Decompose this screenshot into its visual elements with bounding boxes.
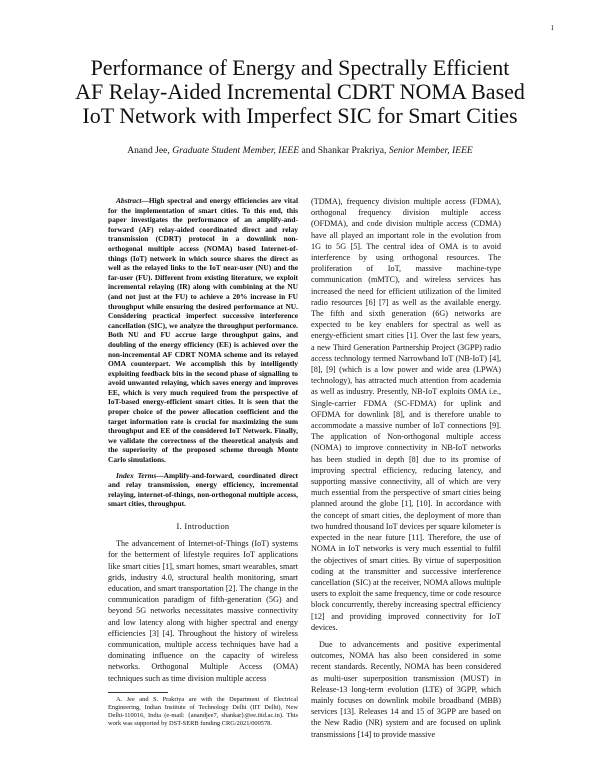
abstract-text: —High spectral and energy efficiencies are vital for the implementation of smart cities. To this end, this paper investigates the performance of an amplify-and-forward (AF) relay-aided coordinated direct and relay transmission (CDRT) protocol in a downlink non-orthogonal multiple access (NOMA) based Internet-of-things (IoT) network in which source shares the direct as well as the relayed links to the IoT near-user (NU) and the far-user (FU). Different from existing literature, we exploit incremental relaying (IR) along with combining at the NU (and not just at the FU) to achieve a 20% increase in FU throughput while ensuring the desired performance at NU. Considering practical imperfect successive interference cancellation (SIC), we analyze the throughput performance. Both NU and FU accrue large throughput gains, and doubling of the energy efficiency (EE) is achieved over the non-incremental AF CDRT NOMA scheme and its relayed OMA counterpart. We accomplish this by intelligently exploiting feedback bits in the second phase of signalling to avoid unwanted relaying, which saves energy and improves EE, which is very much required from the perspective of IoT-based energy-efficient smart cities. It is seen that the proper choice of the power allocation coefficient and the target information rate is crucial for maximizing the sum throughput and EE of the considered IoT Network. Finally, we validate the correctness of the theoretical analysis and the superiority of the proposed scheme through Monte Carlo simulations. (108, 196, 298, 465)
author-line (40, 145, 560, 156)
intro-paragraph-continued: (TDMA), frequency division multiple access (FDMA), orthogonal frequency division multiple access (OFDMA), and code division multiple access (CDMA) have all played an important role in the evolution from 1G to 5G [5]. The central idea of OMA is to avoid interference by using orthogonal resources. The proliferation of IoT, massive machine-type communication (mMTC), and wireless services has increased the need for efficient utilization of the limited radio resources [6] [7] as well as the available energy. The fifth and sixth generation (6G) networks are expected to be key enablers for spectral as well as energy-efficient smart cities [1]. Over the last few years, a new Third Generation Partnership Project (3GPP) radio access technology termed Narrowband IoT (NB-IoT) [4], [8], [9] (which is a low power and wide area (LPWA) technology), has attracted much attention from academia as well as industry. Presently, NB-IoT exploits OMA i.e., Single-carrier FDMA (SC-FDMA) for uplink and OFDMA for downlink [8], and is therefore unable to accommodate a massive number of IoT connections [9]. The application of Non-orthogonal multiple access (NOMA) to improve connectivity in NB-IoT networks has been studied in depth [8] due to its promise of improving spectral efficiency, reducing latency, and supporting massive connectivity, all of which are very much essential from the perspective of smart cities being planned around the globe [1], [10]. In accordance with the concept of smart cities, the deployment of more than two hundred thousand IoT devices per square kilometer is expected in the near future [11]. Therefore, the use of NOMA in IoT networks is very much essential to fulfil the objectives of smart cities. By virtue of superposition coding at the transmitter and successive interference cancellation (SIC) at the receiver, NOMA allows multiple users to exploit the same frequency, time or code resource block concurrently, thereby increasing spectral efficiency [12] and providing improved connectivity for IoT devices. (311, 197, 501, 632)
footnote-divider (108, 692, 168, 693)
author-2-name: and Shankar Prakriya, (301, 145, 387, 156)
left-column (108, 196, 298, 729)
abstract-label: Abstract (116, 196, 142, 205)
author-1-name: Anand Jee, (127, 145, 170, 156)
paper-title (40, 56, 560, 128)
author-1-role: Graduate Student Member, IEEE (172, 145, 300, 156)
index-terms (108, 471, 298, 509)
page-number: 1 (550, 24, 554, 32)
title-line-1: Performance of Energy and Spectrally Efficient (90, 55, 510, 80)
title-line-2: AF Relay-Aided Incremental CDRT NOMA Based (75, 79, 525, 104)
title-line-3: IoT Network with Imperfect SIC for Smart Cities (82, 103, 518, 128)
intro-paragraph-1: The advancement of Internet-of-Things (IoT) systems for the betterment of lifestyle requires IoT applications like smart cities [1], smart homes, smart wearables, smart grids, industry 4.0, structural health monitoring, smart education, and smart transportation [2]. The change in the communication paradigm of fifth-generation (5G) and beyond 5G networks necessitates massive connectivity and low latency along with higher spectral and energy efficiencies [3] [4]. Throughout the history of wireless communication, multiple access techniques have had a dominating influence on the capacity of wireless networks. Orthogonal Multiple Access (OMA) techniques such as time division multiple access (108, 539, 298, 683)
author-2-role: Senior Member, IEEE (388, 145, 473, 156)
section-heading-introduction: I. Introduction (176, 522, 230, 531)
author-affiliation-footnote: A. Jee and S. Prakriya are with the Department of Electrical Engineering, Indian Institute of Technology Delhi (IIT Delhi), New Delhi-110016, India (e-mail: {anandjee7, shankar}@ee.iitd.ac.in). This work was supported by DST-SERB funding CRG/2021/000578. (108, 695, 298, 728)
index-terms-text: —Amplify-and-forward, coordinated direct and relay transmission, energy efficiency, incremental relaying, internet-of-things, non-orthogonal multiple access, smart cities, throughput. (108, 470, 298, 509)
right-column (311, 196, 501, 740)
index-terms-label: Index Terms (116, 470, 157, 480)
abstract (108, 196, 298, 465)
intro-paragraph-2: Due to advancements and positive experimental outcomes, NOMA has also been considered in some recent standards. Recently, NOMA has been considered as multi-user superposition transmission (MUST) in Release-13 long-term evolution (LTE) of 3GPP, which mainly focuses on downlink mobile broadband (MBB) services [13]. Releases 14 and 15 of 3GPP are based on the New Radio (NR) system and are focused on uplink transmissions [14] to provide massive (311, 639, 501, 739)
